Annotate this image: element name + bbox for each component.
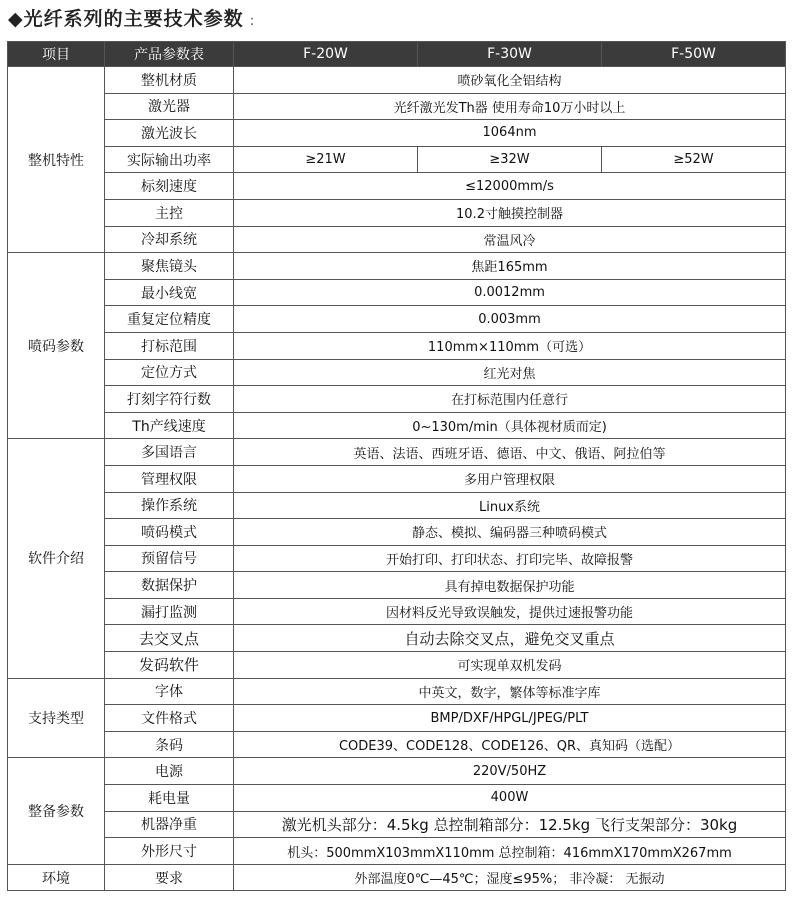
param-name: 电源 [105,758,234,785]
param-name: 多国语言 [105,439,234,466]
table-row [8,253,786,280]
param-name: 激光波长 [105,120,234,147]
param-name: 管理权限 [105,465,234,492]
table-row [8,226,786,253]
table-row [8,146,786,173]
param-name: 预留信号 [105,545,234,572]
param-value: 机头：500mmX103mmX110mm 总控制箱：416mmX170mmX267mm [234,838,786,865]
table-row [8,785,786,812]
table-row [8,705,786,732]
group-label: 整备参数 [8,758,105,864]
table-row [8,838,786,865]
table-row [8,279,786,306]
param-name: 发码软件 [105,652,234,679]
param-value-model: ≥32W [418,146,602,173]
header-param-table: 产品参数表 [105,42,234,67]
table-row [8,465,786,492]
param-value: 光纤激光发Th器 使用寿命10万小时以上 [234,93,786,120]
param-value: 开始打印、打印状态、打印完毕、故障报警 [234,545,786,572]
table-row [8,652,786,679]
table-row [8,519,786,546]
param-name: 激光器 [105,93,234,120]
param-value: 静态、模拟、编码器三种喷码模式 [234,519,786,546]
param-value-model: ≥52W [602,146,786,173]
table-row [8,439,786,466]
group-label: 支持类型 [8,678,105,758]
table-row [8,120,786,147]
param-value: 焦距165mm [234,253,786,280]
param-name: 聚焦镜头 [105,253,234,280]
table-row [8,412,786,439]
param-name: 整机材质 [105,67,234,94]
table-row [8,93,786,120]
table-row [8,359,786,386]
table-row [8,306,786,333]
title-suffix: : [249,13,256,29]
header-model-f50w: F-50W [602,42,786,67]
param-value: Linux系统 [234,492,786,519]
param-value: 可实现单双机发码 [234,652,786,679]
param-name: 定位方式 [105,359,234,386]
param-value: 1064nm [234,120,786,147]
table-row [8,332,786,359]
param-name: 条码 [105,731,234,758]
param-value: ≤12000mm/s [234,173,786,200]
param-name: 最小线宽 [105,279,234,306]
param-name: 机器净重 [105,811,234,838]
param-value: 喷砂氧化全铝结构 [234,67,786,94]
param-name: 数据保护 [105,572,234,599]
param-value: 自动去除交叉点，避免交叉重点 [234,625,786,652]
table-row [8,598,786,625]
param-name: 操作系统 [105,492,234,519]
param-name: 喷码模式 [105,519,234,546]
table-row [8,758,786,785]
param-value: 110mm×110mm（可选） [234,332,786,359]
page-title [8,4,255,34]
param-name: 耗电量 [105,785,234,812]
param-value: 在打标范围内任意行 [234,386,786,413]
param-value: 具有掉电数据保护功能 [234,572,786,599]
param-name: 字体 [105,678,234,705]
table-row [8,545,786,572]
param-value: 0.003mm [234,306,786,333]
param-name: Th产线速度 [105,412,234,439]
param-value: 外部温度0℃—45℃；湿度≤95%； 非冷凝： 无振动 [234,864,786,891]
header-row [8,42,786,67]
table-row [8,199,786,226]
table-row [8,731,786,758]
top-edge-mark [578,0,648,8]
table-row [8,625,786,652]
group-label: 喷码参数 [8,253,105,439]
table-row [8,386,786,413]
table-row [8,864,786,891]
param-value: 0~130m/min（具体视材质而定) [234,412,786,439]
header-item: 项目 [8,42,105,67]
param-value: 中英文，数字，繁体等标准字库 [234,678,786,705]
param-name: 实际输出功率 [105,146,234,173]
param-value: 0.0012mm [234,279,786,306]
param-value: 红光对焦 [234,359,786,386]
page-title-text: ◆光纤系列的主要技术参数 [8,8,244,30]
param-value: 220V/50HZ [234,758,786,785]
group-label: 整机特性 [8,67,105,253]
param-value: 激光机头部分：4.5kg 总控制箱部分：12.5kg 飞行支架部分：30kg [234,811,786,838]
table-row [8,173,786,200]
table-row [8,811,786,838]
table-row [8,572,786,599]
param-name: 外形尺寸 [105,838,234,865]
table-row [8,492,786,519]
param-name: 要求 [105,864,234,891]
table-row [8,678,786,705]
param-name: 漏打监测 [105,598,234,625]
param-name: 打标范围 [105,332,234,359]
param-name: 打刻字符行数 [105,386,234,413]
table-row [8,67,786,94]
param-value: 多用户管理权限 [234,465,786,492]
param-name: 文件格式 [105,705,234,732]
param-value: 英语、法语、西班牙语、德语、中文、俄语、阿拉伯等 [234,439,786,466]
param-value: CODE39、CODE128、CODE126、QR、真知码（选配） [234,731,786,758]
param-value: 常温风冷 [234,226,786,253]
spec-table-body [8,67,786,891]
param-value: 因材料反光导致误触发，提供过速报警功能 [234,598,786,625]
header-model-f20w: F-20W [234,42,418,67]
param-name: 标刻速度 [105,173,234,200]
param-value: BMP/DXF/HPGL/JPEG/PLT [234,705,786,732]
param-name: 去交叉点 [105,625,234,652]
header-model-f30w: F-30W [418,42,602,67]
param-name: 主控 [105,199,234,226]
param-name: 冷却系统 [105,226,234,253]
param-value-model: ≥21W [234,146,418,173]
param-value: 10.2寸触摸控制器 [234,199,786,226]
group-label: 环境 [8,864,105,891]
param-name: 重复定位精度 [105,306,234,333]
spec-table [7,41,786,891]
group-label: 软件介绍 [8,439,105,678]
param-value: 400W [234,785,786,812]
